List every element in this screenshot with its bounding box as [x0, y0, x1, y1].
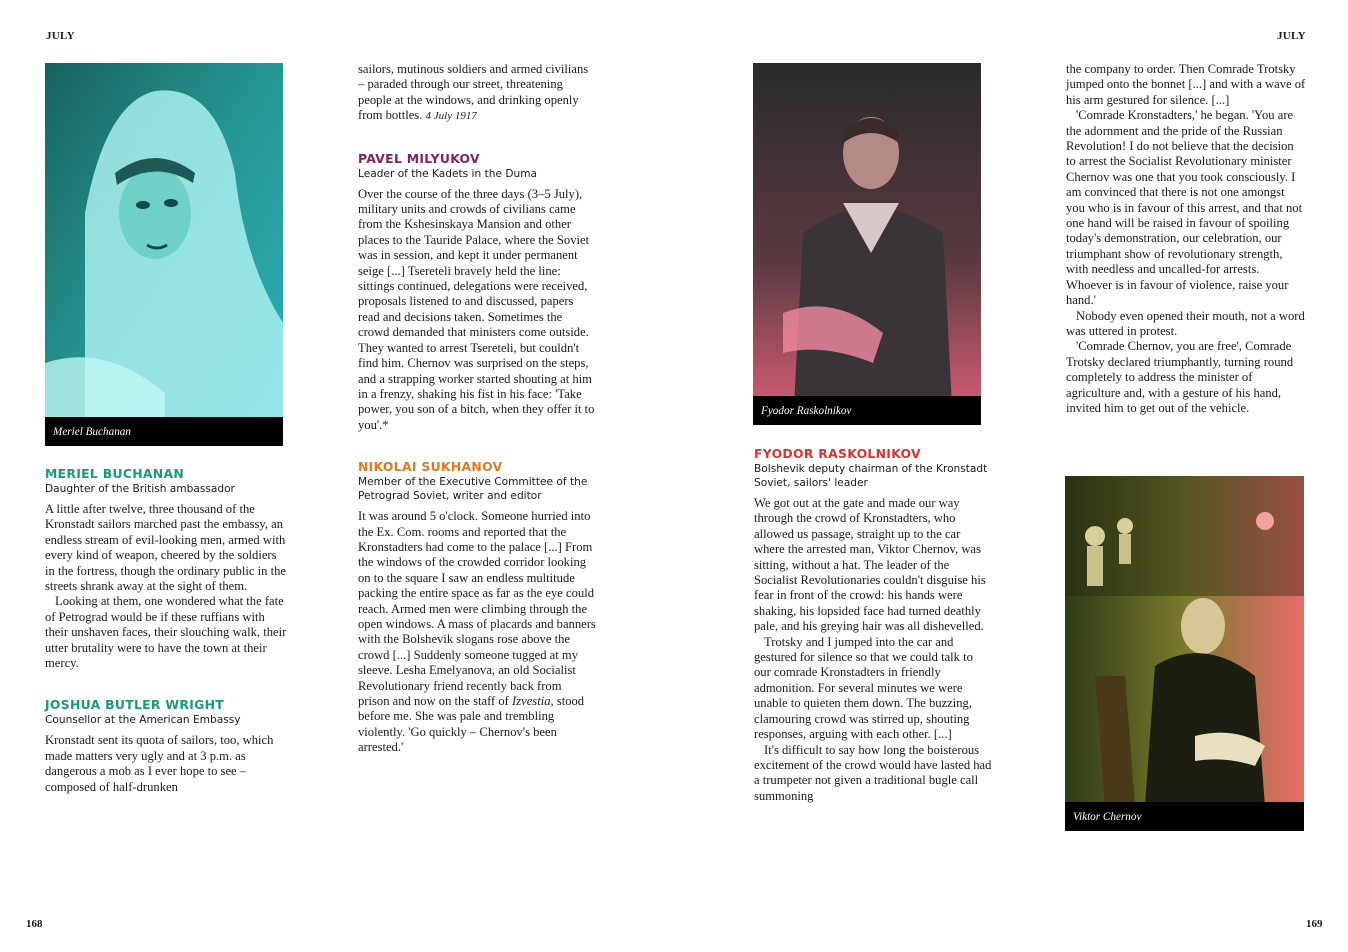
portrait-buchanan-image — [45, 63, 283, 446]
date-tag-wright: 4 July 1917 — [425, 110, 477, 123]
portrait-raskolnikov-image — [753, 63, 981, 425]
page-number-left: 168 — [26, 918, 43, 930]
paragraph-raskolnikov-6: Nobody even opened their mouth, not a word was uttered in protest. — [1066, 308, 1305, 338]
photo-caption-buchanan: Meriel Buchanan — [45, 417, 283, 446]
photo-fyodor-raskolnikov — [753, 63, 981, 425]
paragraph-raskolnikov-3: It's difficult to say how long the boisterous excitement of the crowd would have lasted had a trumpeter not given a traditional bugle call summoning — [754, 742, 992, 803]
sukhanov-text-italic: Izvestia — [512, 694, 551, 708]
paragraph-wright-1: Kronstadt sent its quota of sailors, too, which made matters very ugly and at 3 p.m. as dangerous a mob as I ever hope to see – composed of half-drunken — [45, 733, 274, 794]
paragraph-raskolnikov-4: the company to order. Then Comrade Trotsky jumped onto the bonnet [...] and with a wave of his arm gestured for silence. [...] — [1066, 62, 1306, 107]
speaker-name-sukhanov: NIKOLAI SUKHANOV — [358, 459, 503, 475]
paragraph-wright-2 — [358, 62, 596, 125]
paragraph-raskolnikov-5: 'Comrade Kronstadters,' he began. 'You are the adornment and the pride of the Russian Revolution! I do not believe that the decision to arrest the Socialist Revolutionary minister Chernov was one that you took consciously. I am convinced that there is not one amongst you who is in favour of this arrest, and that not one hand will be raised in favour of spoiling today's demonstration, our celebration, our triumphant show of revolutionary strength, with needless and uncalled-for arrests. Whoever is in favour of violence, raise your hand.' — [1066, 108, 1303, 308]
speaker-role-milyukov: Leader of the Kadets in the Duma — [358, 167, 538, 180]
paragraph-milyukov-1: Over the course of the three days (3–5 July), military units and crowds of civilians came from the Kshesinskaya Mansion and other places to the Tauride Palace, where the Soviet was in session, and kept it under permanent seige [...] Tsereteli bravely held the line: sittings continued, delegations were received, proposals listened to and discussed, papers read and decisions taken. Sometimes the crowd demanded that ministers come outside. They wanted to arrest Tsereteli, but couldn't find him. Chernov was surprised on the steps, and a strapping worker started shouting at him in a frenzy, shaking his fist in his face: 'Take power, you son of a bitch, when they offer it to you'.* — [358, 186, 595, 432]
speaker-name-milyukov: PAVEL MILYUKOV — [358, 150, 480, 166]
photo-caption-chernov: Viktor Chernov — [1065, 802, 1304, 831]
speaker-role-wright: Counsellor at the American Embassy — [45, 714, 241, 727]
speaker-role-raskolnikov: Bolshevik deputy chairman of the Kronstadt Soviet, sailors' leader — [754, 463, 988, 489]
photo-meriel-buchanan — [45, 63, 283, 446]
paragraph-sukhanov-1 — [358, 509, 596, 756]
paragraph-wright-2-text: sailors, mutinous soldiers and armed civilians – paraded through our street, threatening people at the windows, and drinking openly from bottles. — [358, 62, 589, 123]
running-header-right: JULY — [1277, 30, 1306, 42]
column-2 — [358, 62, 596, 756]
speaker-role-buchanan: Daughter of the British ambassador — [45, 483, 235, 495]
paragraph-buchanan-1: A little after twelve, three thousand of the Kronstadt sailors marched past the embassy, an endless stream of evil-looking men, armed with every kind of weapon, cheered by the soldiers in the fortress, though the ordinary public in the streets shrank away at the sight of them. — [45, 502, 286, 594]
page-number-right: 169 — [1306, 918, 1323, 930]
sukhanov-text-1: It was around 5 o'clock. Someone hurried into the Ex. Com. rooms and reported that the Kronstadters had come to the palace [...] From the windows of the crowded corridor looking on to the square I saw an endless multitude packing the entire space as far as the eye could reach. Armed men were climbing through the open windows. A mass of placards and banners with the Bolshevik slogans rose above the crowd [...] Suddenly someone tugged at my sleeve. Lesha Emelyanova, an old Socialist Revolutionary friend recently back from prison and now on the staff of — [358, 509, 596, 708]
paragraph-buchanan-2: Looking at them, one wondered what the fate of Petrograd would be if these ruffians with their unshaven faces, their slouching walk, their utter brutality were to have the town at their mercy. — [45, 594, 287, 671]
column-1 — [45, 466, 287, 795]
speaker-name-wright: JOSHUA BUTLER WRIGHT — [45, 697, 225, 713]
portrait-chernov-image — [1065, 476, 1304, 831]
photo-viktor-chernov — [1065, 476, 1304, 831]
speaker-role-sukhanov: Member of the Executive Committee of the Petrograd Soviet, writer and editor — [358, 476, 588, 503]
sukhanov-text-2: , stood before me. She was pale and trembling violently. 'Go quickly – Chernov's been arrested.' — [358, 694, 585, 755]
running-header-left: JULY — [46, 30, 75, 42]
column-4 — [1066, 62, 1306, 416]
photo-caption-raskolnikov: Fyodor Raskolnikov — [753, 396, 981, 425]
speaker-name-buchanan: MERIEL BUCHANAN — [45, 466, 185, 481]
paragraph-raskolnikov-7: 'Comrade Chernov, you are free', Comrade Trotsky declared triumphantly, turning round completely to address the minister of agriculture and, with a gesture of his hand, invited him to get out of the vehicle. — [1066, 339, 1294, 415]
paragraph-raskolnikov-2: Trotsky and I jumped into the car and gestured for silence so that we could talk to our comrade Kronstadters in friendly admonition. For several minutes we were unable to quieten them down. The buzzing, clamouring crowd was stirred up, shouting responses, arguing with each other. [...] — [754, 634, 973, 742]
paragraph-raskolnikov-1: We got out at the gate and made our way through the crowd of Kronstadters, who allowed us passage, straight up to the car where the arrested man, Viktor Chernov, was sitting, without a hat. The leader of the Socialist Revolutionaries couldn't disguise his fear in front of the crowd: his hands were shaking, his lopsided face had turned deathly pale, and his greying hair was all dishevelled. — [754, 496, 986, 634]
speaker-name-raskolnikov: FYODOR RASKOLNIKOV — [754, 446, 921, 461]
column-3 — [754, 446, 992, 804]
